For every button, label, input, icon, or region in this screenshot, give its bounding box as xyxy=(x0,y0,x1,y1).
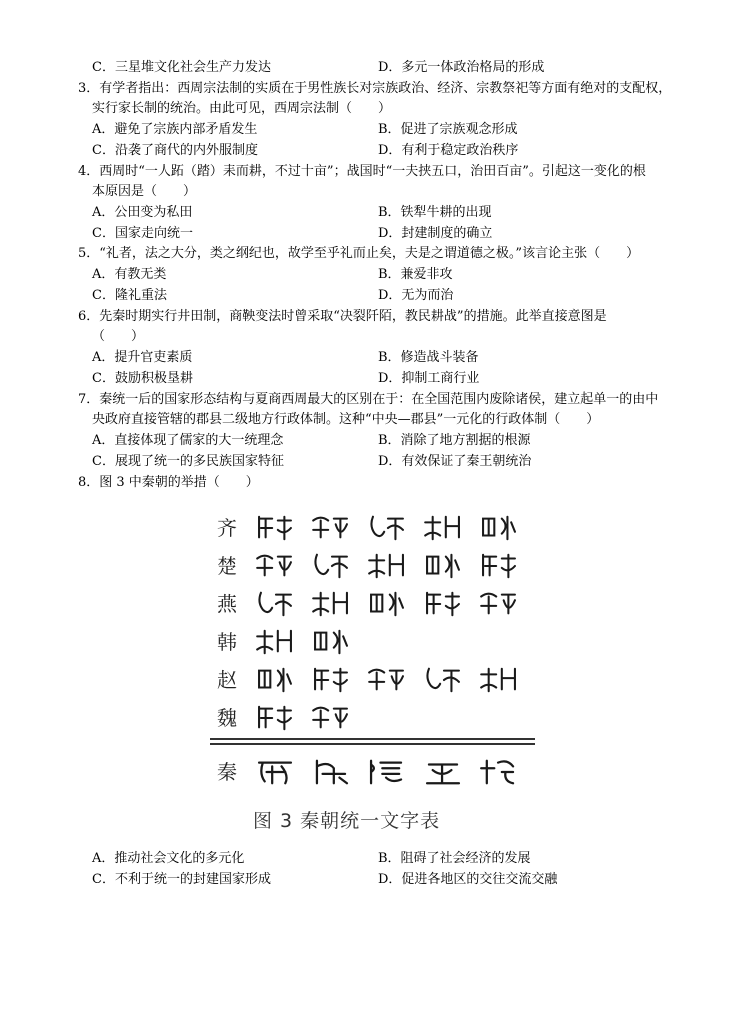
seal-glyph-stroke xyxy=(259,593,291,616)
seal-script-glyph xyxy=(308,551,354,581)
seal-glyph-group xyxy=(252,622,532,662)
q6-stem-line2: （ ） xyxy=(92,329,145,344)
q3-option-b: B．促进了宗族观念形成 xyxy=(378,122,518,137)
seal-script-glyph xyxy=(252,589,298,619)
seal-script-glyph xyxy=(476,551,522,581)
q4-stem-line2: 本原因是（ ） xyxy=(92,184,197,199)
seal-glyph-stroke xyxy=(259,517,291,540)
seal-glyph-stroke xyxy=(313,518,347,538)
seal-glyph-stroke xyxy=(259,707,291,730)
state-name: 魏 xyxy=(217,706,237,730)
q6-stem-line1: 6．先秦时期实行井田制，商鞅变法时曾采取“决裂阡陌，教民耕战”的措施。此举直接意图是 xyxy=(78,309,607,324)
seal-script-glyph xyxy=(364,551,410,581)
q4-option-a: A．公田变为私田 xyxy=(92,205,193,220)
seal-script-glyph xyxy=(364,513,410,543)
seal-script-glyph xyxy=(420,589,466,619)
seal-glyph-stroke xyxy=(257,631,291,654)
seal-glyph-stroke xyxy=(259,763,291,784)
q7-option-c: C．展现了统一的多民族国家特征 xyxy=(92,454,284,469)
q5-option-d: D．无为而治 xyxy=(378,288,454,303)
seal-script-glyph xyxy=(476,589,522,619)
q7-option-b: B．消除了地方割据的根源 xyxy=(378,433,531,448)
seal-glyph-stroke xyxy=(313,708,347,728)
seal-script-glyph xyxy=(308,703,354,733)
seal-script-glyph xyxy=(308,513,354,543)
state-name: 韩 xyxy=(217,630,237,654)
seal-glyph-stroke xyxy=(371,761,401,784)
q4-option-d: D．封建制度的确立 xyxy=(378,226,493,241)
state-name: 秦 xyxy=(217,760,237,784)
seal-glyph-stroke xyxy=(481,761,513,784)
seal-script-glyph xyxy=(364,589,410,619)
q3-option-c: C．沿袭了商代的内外服制度 xyxy=(92,143,258,158)
seal-script-glyph xyxy=(308,589,354,619)
seal-glyph-stroke xyxy=(259,669,291,692)
seal-glyph-stroke xyxy=(427,555,459,578)
seal-script-glyph xyxy=(308,665,354,695)
seal-glyph-stroke xyxy=(257,556,291,576)
seal-glyph-stroke xyxy=(369,670,403,690)
q8-stem-line1: 8．图 3 中秦朝的举措（ ） xyxy=(78,475,259,490)
seal-script-glyph xyxy=(252,757,298,787)
q7-stem-line1: 7．秦统一后的国家形态结构与夏商西周最大的区别在于：在全国范围内废除诸侯，建立起单一的由中 xyxy=(78,392,659,407)
q7-option-a: A．直接体现了儒家的大一统理念 xyxy=(92,433,284,448)
q6-option-a: A．提升官吏素质 xyxy=(92,350,193,365)
seal-script-glyph xyxy=(252,703,298,733)
q8-option-a: A．推动社会文化的多元化 xyxy=(92,851,245,866)
seal-script-glyph xyxy=(308,757,354,787)
seal-script-glyph xyxy=(308,627,354,657)
q6-option-c: C．鼓励积极垦耕 xyxy=(92,371,193,386)
seal-script-glyph xyxy=(364,665,410,695)
seal-glyph-group xyxy=(252,584,532,624)
seal-glyph-stroke xyxy=(483,555,515,578)
seal-glyph-stroke xyxy=(313,593,347,616)
seal-script-glyph xyxy=(420,551,466,581)
script-unification-table xyxy=(210,508,535,798)
seal-glyph-group xyxy=(252,752,532,792)
state-name: 赵 xyxy=(217,668,237,692)
q4-option-c: C．国家走向统一 xyxy=(92,226,193,241)
seal-script-glyph xyxy=(252,627,298,657)
seal-script-glyph xyxy=(420,513,466,543)
table-divider-top xyxy=(210,738,535,740)
state-row-chu xyxy=(210,546,535,586)
q8-option-d: D．促进各地区的交往交流交融 xyxy=(378,872,558,887)
seal-glyph-stroke xyxy=(315,631,347,654)
seal-glyph-group xyxy=(252,546,532,586)
seal-glyph-stroke xyxy=(425,517,459,540)
seal-glyph-stroke xyxy=(315,669,347,692)
q7-option-d: D．有效保证了秦王朝统治 xyxy=(378,454,532,469)
seal-glyph-stroke xyxy=(427,593,459,616)
q3-option-a: A．避免了宗族内部矛盾发生 xyxy=(92,122,258,137)
table-divider-bottom xyxy=(210,743,535,745)
seal-glyph-stroke xyxy=(315,555,347,578)
state-name: 齐 xyxy=(217,516,237,540)
q3-stem-line2: 实行家长制的统治。由此可见，西周宗法制（ ） xyxy=(92,101,392,116)
seal-glyph-stroke xyxy=(483,517,515,540)
seal-glyph-stroke xyxy=(371,517,403,540)
seal-glyph-stroke xyxy=(427,765,459,784)
q5-stem-line1: 5．“礼者，法之大分，类之纲纪也，故学至乎礼而止矣，夫是之谓道德之极。”该言论主张（ ） xyxy=(78,246,640,261)
figure-caption: 图 3 秦朝统一文字表 xyxy=(253,810,441,832)
seal-glyph-group xyxy=(252,508,532,548)
seal-script-glyph xyxy=(476,757,522,787)
q4-stem-line1: 4．西周时“一人跖（踏）耒而耕，不过十亩”；战国时“一夫挟五口，治田百亩”。引起这一变化的根 xyxy=(78,164,646,179)
seal-script-glyph xyxy=(476,665,522,695)
q8-option-b: B．阻碍了社会经济的发展 xyxy=(378,851,531,866)
q3-option-d: D．有利于稳定政治秩序 xyxy=(378,143,519,158)
seal-glyph-stroke xyxy=(481,669,515,692)
state-row-qin xyxy=(210,752,535,792)
q5-option-b: B．兼爱非攻 xyxy=(378,267,453,282)
seal-script-glyph xyxy=(420,757,466,787)
seal-glyph-stroke xyxy=(427,669,459,692)
seal-script-glyph xyxy=(252,551,298,581)
seal-script-glyph xyxy=(252,665,298,695)
seal-script-glyph xyxy=(364,757,410,787)
q5-option-a: A．有教无类 xyxy=(92,267,167,282)
q6-option-b: B．修造战斗装备 xyxy=(378,350,479,365)
state-name: 楚 xyxy=(217,554,237,578)
state-row-qi xyxy=(210,508,535,548)
state-row-yan xyxy=(210,584,535,624)
seal-glyph-group xyxy=(252,660,532,700)
seal-glyph-stroke xyxy=(481,594,515,614)
state-row-zhao xyxy=(210,660,535,700)
seal-script-glyph xyxy=(476,513,522,543)
q5-option-c: C．隆礼重法 xyxy=(92,288,167,303)
state-name: 燕 xyxy=(217,592,237,616)
q2-option-c: C．三星堆文化社会生产力发达 xyxy=(92,60,271,75)
q2-option-d: D．多元一体政治格局的形成 xyxy=(378,60,545,75)
q4-option-b: B．铁犁牛耕的出现 xyxy=(378,205,492,220)
q8-option-c: C．不利于统一的封建国家形成 xyxy=(92,872,271,887)
q7-stem-line2: 央政府直接管辖的郡县二级地方行政体制。这种“中央—郡县”一元化的行政体制（ ） xyxy=(92,412,600,427)
q3-stem-line1: 3．有学者指出：西周宗法制的实质在于男性族长对宗族政治、经济、宗教祭祀等方面有绝对的支配权， xyxy=(78,81,672,96)
seal-glyph-stroke xyxy=(317,761,347,784)
q6-option-d: D．抑制工商行业 xyxy=(378,371,480,386)
seal-glyph-group xyxy=(252,698,532,738)
seal-script-glyph xyxy=(420,665,466,695)
state-row-han xyxy=(210,622,535,662)
state-row-wei xyxy=(210,698,535,738)
seal-glyph-stroke xyxy=(369,555,403,578)
seal-glyph-stroke xyxy=(371,593,403,616)
seal-script-glyph xyxy=(252,513,298,543)
